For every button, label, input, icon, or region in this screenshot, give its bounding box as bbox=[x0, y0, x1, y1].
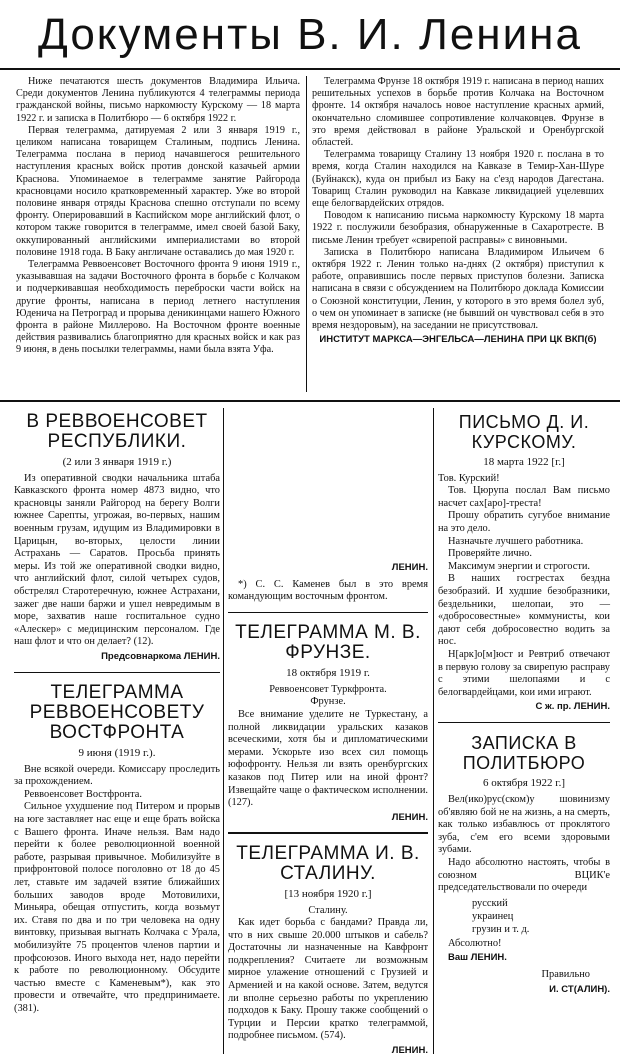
doc6-signature: Ваш ЛЕНИН. bbox=[448, 952, 507, 964]
intro-paragraph: Первая телеграмма, датируемая 2 или 3 января 1919 г., целиком написана товарищем Сталиным, подпись Ленина. Телеграмма послана в период начавшегося решительного наступления красных войск против донской казачьей армии Краснова. Упоминаемое в телеграмме занятие Райгорода красновцами носило кратковременный характер. Уже во второй половине января отряды Краснова спешно отступали по всему фронту. Оперировавший в Каспийском море английский флот, о котором также говорится в телеграмме, имел своей базой Баку, оккупированный английскими империалистами во второй половине 1918 года. В Баку англичане оставались до мая 1920 г. bbox=[16, 124, 300, 258]
doc2-footnote: *) С. С. Каменев был в это время командующим восточным фронтом. bbox=[228, 578, 428, 603]
doc2-title: ТЕЛЕГРАММА РЕВВОЕНСОВЕТУ ВОСТФРОНТА bbox=[29, 682, 205, 743]
intro-paragraph: Поводом к написанию письма наркомюсту Курскому 18 марта 1922 г. послужили безобразия, обнаруженные в Сахаротресте. В письме Ленин требует «свирепой расправы» с виновными. bbox=[312, 210, 604, 246]
page-title: Документы В. И. Ленина bbox=[38, 10, 582, 59]
doc4-body bbox=[228, 917, 428, 1043]
doc6-body bbox=[438, 794, 610, 895]
list-item: украинец bbox=[472, 910, 514, 922]
doc6-title: ЗАПИСКА В ПОЛИТБЮРО bbox=[462, 733, 586, 774]
section-divider bbox=[0, 400, 620, 402]
doc6-verified-label: Правильно bbox=[541, 968, 590, 980]
doc1-paragraph: Из оперативной сводки начальника штаба Кавказского фронта номер 4873 видно, что красновцы заняли Райгород на берегу Волги южнее Сарепты, угрожая, во-первых, нашим военным грузам, идущим из Владимировки в Царицын, во-вторых, целости линии Астрахань — Саратов. Просьба принять меры. Из той же оперативной сводки видно, что английский флот, силой четырех судов, обстрелял Старотеречную, южнее Астрахани, зажег две наши баржи и ушел невредимым в море, захватив наше госпитальное судно «Алескер» с медицинским персоналом. Где наш флот и что он делает? (12). bbox=[14, 472, 220, 648]
doc4-signature: ЛЕНИН. bbox=[391, 1045, 428, 1057]
doc5-paragraph: Проверяйте лично. bbox=[448, 548, 532, 560]
doc5-title: ПИСЬМО Д. И. КУРСКОМУ. bbox=[458, 412, 590, 452]
doc2-signature: ЛЕНИН. bbox=[391, 562, 428, 573]
title-underline bbox=[0, 68, 620, 70]
doc3-addressee: Реввоенсовет Туркфронта. bbox=[269, 683, 387, 695]
doc5-paragraph: Н[арк]о[м]юст и Ревтриб отвечают в первую голову за свирепую расправу с этими шелопаями и с белогвардейцами, кои ими играют. bbox=[438, 648, 610, 698]
doc5-paragraph: Назначьте лучшего работника. bbox=[448, 535, 584, 547]
doc2-paragraph: Вне всякой очереди. Комиссару проследить за прохождением. bbox=[14, 763, 220, 788]
doc5-body bbox=[438, 473, 610, 700]
doc4-title: ТЕЛЕГРАММА И. В. СТАЛИНУ. bbox=[236, 842, 420, 884]
doc4-addressee: Сталину. bbox=[308, 904, 348, 916]
doc3-signature: ЛЕНИН. bbox=[391, 811, 428, 823]
doc3-date: 18 октября 1919 г. bbox=[286, 667, 370, 680]
doc1-body bbox=[14, 473, 220, 649]
doc6-verified-signature: И. СТ(АЛИН). bbox=[549, 983, 610, 995]
list-item: грузин и т. д. bbox=[472, 923, 530, 935]
doc5-signature: С ж. пр. ЛЕНИН. bbox=[535, 701, 610, 713]
doc3-title: ТЕЛЕГРАММА М. В. ФРУНЗЕ. bbox=[235, 622, 421, 664]
list-item: русский bbox=[472, 897, 508, 909]
column-2 bbox=[228, 560, 428, 1062]
doc2-body bbox=[14, 764, 220, 1016]
doc5-paragraph: Тов. Курский! bbox=[438, 472, 500, 484]
institute-signature: ИНСТИТУТ МАРКСА—ЭНГЕЛЬСА—ЛЕНИНА ПРИ ЦК ВКП(б) bbox=[319, 334, 597, 346]
intro-paragraph: Записка в Политбюро написана Владимиром Ильичем 6 октября 1922 г. Ленин только на-днях (2 октября) приступил к работе, оправившись после первых приступов болезни. Записка написана в связи с обсуждением на Политбюро доклада Комиссии о Союзной конституции, Ленин, у которого в это время болел зуб, о чем он упоминает в записке (не бывший он чувствовал себя в это время нездоровым), на заседании не присутствовал. bbox=[312, 246, 604, 332]
doc4-date: [13 ноября 1920 г.] bbox=[284, 887, 372, 900]
intro-paragraph: Ниже печатаются шесть документов Владимира Ильича. Среди документов Ленина публикуются 4 телеграммы периода гражданской войны, письмо наркомюсту Курскому — 18 марта 1922 г. и записка в Политбюро — 6 октября 1922 г. bbox=[16, 76, 300, 124]
article-separator bbox=[14, 672, 220, 674]
doc3-paragraph: Все внимание уделите не Туркестану, а полной ликвидации уральских казаков всеческими, хотя бы и дипломатическими мерами. Ускорьте изо всех сил помощь юфофронту. Нельзя ли взять оренбургских казаков под Питер или на иной фронт? Извещайте чаще о фактическом исполнении. (127). bbox=[228, 709, 428, 809]
doc5-paragraph: Прошу обратить сугубое внимание на это дело. bbox=[438, 510, 610, 534]
doc6-date: 6 октября 1922 г.] bbox=[482, 777, 565, 790]
intro-left-column bbox=[16, 76, 300, 357]
doc5-paragraph: В наших госгрестах бездна безобразий. И худшие безобразники, бездельники, шелопаи, это — «добросовестные» коммунисты, кои дают себя добросовестно водить за нос. bbox=[438, 573, 610, 648]
doc1-signature: Предсовнаркома ЛЕНИН. bbox=[101, 650, 220, 662]
article-separator bbox=[438, 722, 610, 724]
doc6-closing: Абсолютно! bbox=[448, 937, 502, 949]
column-divider bbox=[223, 408, 224, 1054]
doc5-paragraph: Тов. Цюрупа послал Вам письмо насчет сах[аро]-треста! bbox=[438, 485, 610, 509]
article-separator bbox=[228, 612, 428, 614]
doc2-date: 9 июня (1919 г.). bbox=[78, 747, 156, 759]
doc5-paragraph: Максимум энергии и строгости. bbox=[448, 560, 591, 572]
doc4-paragraph: Как идет борьба с бандами? Правда ли, что в них свыше 20.000 штыков и сабель? Достаточны ли назначенные на Кавфронт подкрепления? Считаете ли возможным мирное улажение отношений с Грузией и Арменией и на какой основе. Затем, ведутся ли вполне серьезно работы по укреплению подходов к Баку. Прошу также сообщений о Турции и Персии кратко телеграммой, подробнее письмом. (574). bbox=[228, 917, 428, 1042]
doc1-date: (2 или 3 января 1919 г.) bbox=[62, 456, 172, 468]
article-separator bbox=[228, 832, 428, 834]
intro-paragraph: Телеграмма товарищу Сталину 13 ноября 1920 г. послана в то время, когда Сталин находился на Кавказе в Темир-Хан-Шуре (Буйнакск), куда он прибыл из Баку на с'езд народов Дагестана. Товарищ Сталин руководил на Кавказе ликвидацией уцелевших еще белогвардейских отрядов. bbox=[312, 149, 604, 210]
doc6-paragraph: Вел(ико)рус(ском)у шовинизму об'являю бой не на жизнь, а на смерть, как только избавлюсь от проклятого зуба, с'ем его всеми здоровыми зубами. bbox=[438, 793, 610, 856]
intro-paragraph: Телеграмма Реввоенсовет Восточного фронта 9 июня 1919 г., указывавшая на задачи Восточного фронта в борьбе с Колчаком и подчеркивавшая необходимость переброски части войск на другие фронты, написана в период летнего наступления Юденича на Петроград и прорыва деникинцами нашего Южного фронта в районе Миллерово. На Восточном фронте военные действия развивались благоприятно для красных войск и как раз 9 июня, в день посылки телеграммы, нами была взята Уфа. bbox=[16, 259, 300, 356]
doc2-paragraph: Реввоенсовет Востфронта. bbox=[24, 788, 142, 800]
column-divider bbox=[433, 408, 434, 1054]
column-1 bbox=[14, 412, 220, 1015]
doc6-paragraph: Надо абсолютно настоять, чтобы в союзном ВЦИК'е председательствовали по очереди bbox=[438, 856, 610, 894]
column-3 bbox=[438, 412, 610, 1000]
intro-right-column bbox=[312, 76, 604, 345]
doc3-addressee-name: Фрунзе. bbox=[310, 696, 346, 708]
intro-column-divider bbox=[306, 76, 307, 392]
doc2-paragraph: Сильное ухудшение под Питером и прорыв на юге заставляет нас еще и еще брать войска с Вашего фронта. Иначе нельзя. Вам надо перейти к более революционной военной работе, разрывая привычное. Мобилизуйте в прифронтовой полосе поголовно от 18 до 45 лет, ставьте им задачей взятие ближайших больших заводов вроде Мотовилихи, Миньяра, обещая отпустить, когда возьмут их. Ставя по два и по три человека на одну винтовку, призывая выгнать Колчака с Урала, мобилизуйте 75 процентов членов партии и профсоюзов. Иного выхода нет, надо перейти к работе по революционному. Обсудите частью вместе с Каменевым*), как это провести и отвечайте, что предпринимаете. (381). bbox=[14, 801, 220, 1014]
doc6-rotation-list bbox=[472, 897, 610, 936]
doc1-title: В РЕВВОЕНСОВЕТ РЕСПУБЛИКИ. bbox=[26, 411, 208, 452]
intro-paragraph: Телеграмма Фрунзе 18 октября 1919 г. написана в период наших решительных успехов в борьбе против Колчака на Восточном фронте. 14 октября началось новое наступление красных армий, окончательно сломившее сопротивление колчаковцев. Фрунзе в это время действовал в районе Уральской и Оренбургской областей. bbox=[312, 76, 604, 149]
doc5-date: 18 марта 1922 [г.] bbox=[483, 456, 565, 468]
doc3-body bbox=[228, 709, 428, 810]
